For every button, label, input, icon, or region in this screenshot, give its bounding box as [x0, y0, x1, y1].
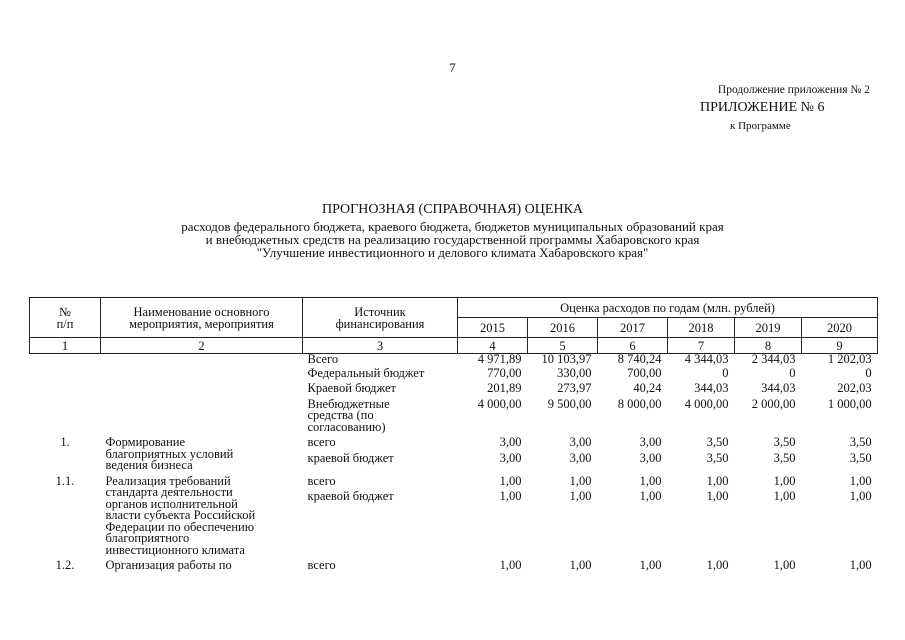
row-value-line: 1,00 — [499, 473, 522, 488]
row-source — [303, 474, 458, 559]
row-value — [668, 474, 735, 559]
row-value-line: 3,00 — [499, 435, 522, 449]
row-value-line: 3,50 — [849, 435, 872, 449]
row-value: 344,03 — [694, 381, 729, 395]
row-value-line: 3,50 — [849, 450, 872, 465]
row-name: Организация работы по — [105, 558, 232, 572]
document-subtitle-line: "Улучшение инвестиционного и делового климата Хабаровского края" — [256, 245, 649, 260]
row-source: Внебюджетные средства (по согласованию) — [307, 396, 390, 434]
row-value — [598, 435, 668, 474]
header-year: 2016 — [528, 318, 598, 338]
row-value-line: 1,00 — [639, 489, 662, 503]
header-year: 2018 — [668, 318, 735, 338]
row-number: 1.2. — [55, 558, 75, 572]
row-value — [528, 474, 598, 559]
row-value: 0 — [865, 365, 872, 380]
row-value: 0 — [722, 365, 729, 380]
document-subtitle-line: расходов федерального бюджета, краевого бюджета, бюджетов муниципальных образований края — [181, 219, 724, 234]
row-value: 9 500,00 — [547, 396, 592, 411]
page-number: 7 — [449, 60, 456, 75]
row-value: 1,00 — [569, 558, 592, 572]
row-number — [30, 366, 101, 382]
table-row — [30, 435, 878, 474]
row-value: 1,00 — [499, 558, 522, 572]
row-value: 344,03 — [761, 381, 796, 395]
column-number: 7 — [668, 338, 735, 354]
row-number — [30, 397, 101, 436]
row-source: Федеральный бюджет — [307, 365, 425, 380]
row-value-line: 1,00 — [773, 473, 796, 488]
column-number: 2 — [101, 338, 303, 354]
row-source: Краевой бюджет — [307, 381, 396, 395]
row-value-line: 1,00 — [849, 473, 872, 488]
table-row — [30, 397, 878, 436]
header-source: Источник финансирования — [303, 298, 458, 338]
table-row — [30, 354, 878, 366]
row-value-line: 3,00 — [639, 435, 662, 449]
appendix-title: ПРИЛОЖЕНИЕ № 6 — [700, 100, 825, 115]
table-row — [30, 558, 878, 574]
column-number: 1 — [30, 338, 101, 354]
row-number — [30, 354, 101, 366]
row-value: 1 202,03 — [827, 352, 872, 366]
row-value: 1,00 — [773, 558, 796, 572]
row-value-line: 1,00 — [499, 489, 522, 503]
header-year: 2019 — [735, 318, 802, 338]
row-number: 1.1. — [55, 473, 75, 488]
row-value: 770,00 — [487, 365, 522, 380]
column-number: 5 — [528, 338, 598, 354]
row-value: 40,24 — [633, 381, 662, 395]
header-number: № п/п — [30, 298, 101, 338]
row-value — [458, 474, 528, 559]
row-value: 700,00 — [627, 365, 662, 380]
column-number: 3 — [303, 338, 458, 354]
row-value-line: 3,50 — [773, 435, 796, 449]
row-value-line: 3,00 — [569, 435, 592, 449]
row-value: 202,03 — [837, 381, 872, 395]
table-row — [30, 474, 878, 559]
row-value — [528, 435, 598, 474]
row-value — [802, 435, 878, 474]
row-source-line: всего — [307, 435, 336, 449]
document-subtitle-line: и внебюджетных средств на реализацию государственной программы Хабаровского края — [205, 232, 700, 247]
header-year: 2020 — [802, 318, 878, 338]
header-name: Наименование основного мероприятия, мероприятия — [101, 298, 303, 338]
row-value — [735, 435, 802, 474]
row-value — [802, 474, 878, 559]
row-name — [101, 381, 303, 397]
row-source: всего — [307, 558, 336, 572]
row-name: Реализация требований стандарта деятельности органов исполнительной власти субъекта Российской Федерации по обеспечению благоприятного инвестиционного климата — [105, 473, 256, 557]
row-source-line: краевой бюджет — [307, 489, 394, 503]
row-value — [735, 474, 802, 559]
row-value: 273,97 — [557, 381, 592, 395]
row-value-line: 3,00 — [569, 450, 592, 465]
row-value: 1 000,00 — [827, 396, 872, 411]
row-value-line: 3,50 — [773, 450, 796, 465]
row-name: Формирование благоприятных условий ведения бизнеса — [105, 435, 234, 472]
row-name — [101, 354, 303, 366]
row-number: 1. — [60, 435, 70, 449]
row-source — [303, 435, 458, 474]
table-row — [30, 381, 878, 397]
row-value: 8 000,00 — [617, 396, 662, 411]
row-value: 8 740,24 — [617, 352, 662, 366]
column-number: 8 — [735, 338, 802, 354]
column-number: 6 — [598, 338, 668, 354]
row-number — [30, 381, 101, 397]
budget-table — [29, 297, 878, 574]
row-value: 2 344,03 — [751, 352, 796, 366]
row-source-line: всего — [307, 473, 336, 488]
row-value: 4 971,89 — [477, 352, 522, 366]
row-value-line: 1,00 — [706, 473, 729, 488]
row-value-line: 1,00 — [639, 473, 662, 488]
row-value: 2 000,00 — [751, 396, 796, 411]
row-value: 4 000,00 — [477, 396, 522, 411]
row-value: 10 103,97 — [541, 352, 592, 366]
continuation-note: Продолжение приложения № 2 — [717, 84, 870, 96]
header-year: 2017 — [598, 318, 668, 338]
row-source: Всего — [307, 352, 339, 366]
row-value-line: 1,00 — [569, 473, 592, 488]
row-value: 1,00 — [639, 558, 662, 572]
row-value: 201,89 — [487, 381, 522, 395]
row-value — [668, 435, 735, 474]
row-value-line: 1,00 — [569, 489, 592, 503]
row-value-line: 1,00 — [706, 489, 729, 503]
appendix-subtitle: к Программе — [730, 120, 791, 132]
row-source-line: краевой бюджет — [307, 450, 394, 465]
row-value-line: 3,50 — [706, 435, 729, 449]
table-row — [30, 366, 878, 382]
row-value: 330,00 — [557, 365, 592, 380]
column-number: 4 — [458, 338, 528, 354]
row-value — [458, 435, 528, 474]
row-value-line: 3,00 — [499, 450, 522, 465]
document-title: ПРОГНОЗНАЯ (СПРАВОЧНАЯ) ОЦЕНКА — [321, 202, 584, 217]
row-value-line: 1,00 — [773, 489, 796, 503]
document-title-block — [0, 203, 905, 259]
row-value-line: 1,00 — [849, 489, 872, 503]
header-year: 2015 — [458, 318, 528, 338]
row-value-line: 3,50 — [706, 450, 729, 465]
row-value — [598, 474, 668, 559]
row-value: 1,00 — [706, 558, 729, 572]
column-number: 9 — [802, 338, 878, 354]
header-estimate: Оценка расходов по годам (млн. рублей) — [458, 298, 878, 318]
row-value: 0 — [789, 365, 796, 380]
row-name — [101, 397, 303, 436]
row-value: 1,00 — [849, 558, 872, 572]
row-value-line: 3,00 — [639, 450, 662, 465]
row-value: 4 000,00 — [684, 396, 729, 411]
row-name — [101, 366, 303, 382]
row-value: 4 344,03 — [684, 352, 729, 366]
